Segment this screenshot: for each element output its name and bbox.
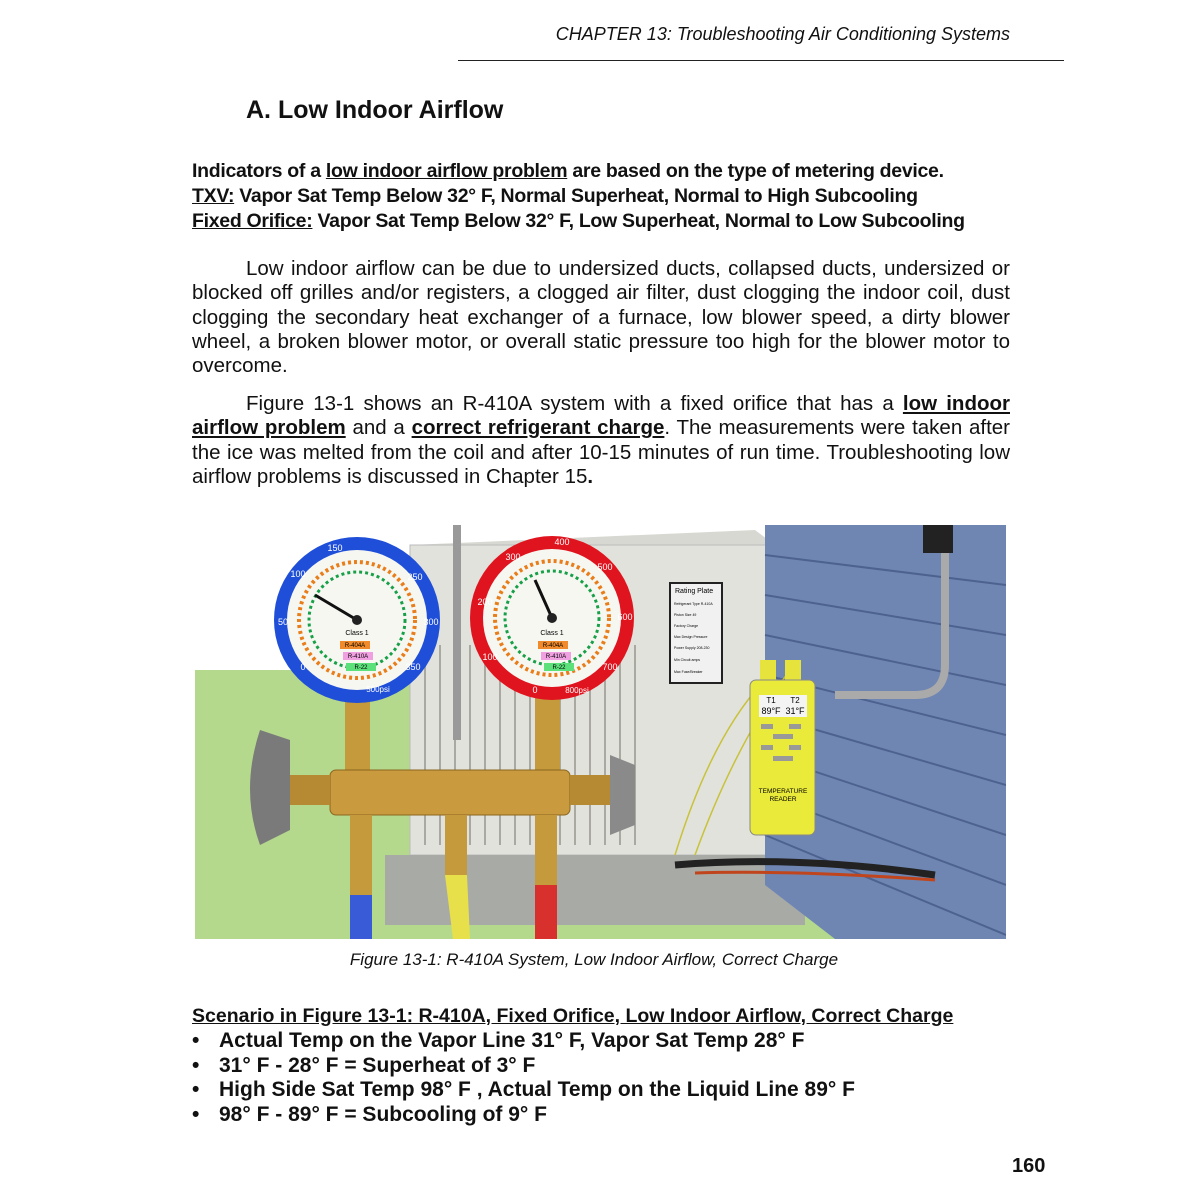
t1-value: 89°F [761, 706, 781, 716]
gauge-tick: 600 [617, 612, 633, 622]
rating-plate-line: Piston Size 49 [674, 613, 697, 617]
rating-plate-line: Power Supply 208-230 [674, 646, 710, 650]
refrigerant-label: R-410A [545, 654, 567, 660]
indicators-intro [192, 159, 1012, 184]
section-title: A. Low Indoor Airflow [246, 96, 504, 124]
rating-plate-line: Factory Charge [674, 624, 699, 628]
list-item: • Actual Temp on the Vapor Line 31° F, Vapor Sat Temp 28° F [192, 1029, 855, 1054]
gauge-class-label: Class 1 [345, 630, 369, 637]
gauge-tick: 150 [327, 543, 343, 553]
list-item: • 98° F - 89° F = Subcooling of 9° F [192, 1103, 855, 1128]
rating-plate-title: Rating Plate [675, 588, 714, 595]
high-side-gauge [470, 536, 634, 700]
paragraph-figure-intro [192, 392, 1010, 489]
p2-period: . [587, 464, 594, 488]
indicators-block [192, 159, 1012, 234]
t2-label: T2 [790, 696, 800, 705]
refrigerant-label: R-404A [344, 643, 366, 649]
rating-plate-line: Max Fuse/Breaker [674, 670, 703, 674]
reader-label: READER [769, 796, 797, 803]
refrigerant-label: R-22 [354, 665, 368, 671]
indicator-fixed-orifice [192, 209, 1012, 234]
t1-label: T1 [766, 696, 776, 705]
fixed-orifice-label: Fixed Orifice: [192, 210, 313, 232]
p2-text: Figure 13-1 shows an R-410A system with a fixed orifice that has a [246, 392, 903, 415]
list-item: • 31° F - 28° F = Superheat of 3° F [192, 1054, 855, 1079]
p2-emphasis-airflow: low indoor airflow problem [192, 392, 1010, 440]
gauge-tick: 0 [300, 662, 306, 672]
intro-underlined: low indoor airflow problem [325, 160, 568, 182]
paragraph-causes-text: Low indoor airflow can be due to undersized ducts, collapsed ducts, undersized or blocked off grilles and/or registers, a clogged air filter, dust clogging the indoor coil, dust clogging the secondary heat exchanger of a furnace, low blower speed, a dirty blower wheel, a broken blower motor, or overall static pressure too high for the blower motor to overcome. [192, 257, 1010, 378]
gauge-tick: 200 [477, 597, 493, 607]
p2-text: . The measurements were taken after the ice was melted from the coil and after 10-15 minutes of run time. Troubleshooting low airflow problems is discussed in Chapter 15 [192, 416, 1010, 488]
rating-plate-line: Max Design Pressure [674, 635, 708, 639]
gauge-tick: 700 [602, 662, 618, 672]
figure-caption: Figure 13-1: R-410A System, Low Indoor Airflow, Correct Charge [349, 950, 839, 969]
gauge-tick: 300 [505, 552, 521, 562]
rating-plate [670, 583, 722, 683]
p2-text: and a [345, 416, 412, 440]
gauge-tick: 0 [532, 685, 538, 695]
intro-text-end: are based on the type of metering device. [567, 160, 944, 182]
low-side-gauge [274, 537, 440, 703]
rating-plate-line: Refrigerant Type R-410A [674, 602, 713, 606]
gauge-tick: 100 [482, 652, 498, 662]
txv-text: Vapor Sat Temp Below 32° F, Normal Superheat, Normal to High Subcooling [234, 185, 918, 207]
running-head: CHAPTER 13: Troubleshooting Air Conditioning Systems [555, 24, 1010, 44]
gauge-tick: 400 [554, 537, 570, 547]
list-item: • High Side Sat Temp 98° F , Actual Temp on the Liquid Line 89° F [192, 1078, 855, 1103]
fixed-orifice-text: Vapor Sat Temp Below 32° F, Low Superheat, Normal to Low Subcooling [312, 210, 965, 232]
refrigerant-label: R-22 [552, 665, 566, 671]
scenario-list [192, 1029, 855, 1127]
gauge-max: 500psi [366, 685, 390, 694]
refrigerant-label: R-404A [542, 643, 564, 649]
indicator-txv [192, 184, 1012, 209]
t2-value: 31°F [785, 706, 805, 716]
paragraph-causes [192, 257, 1010, 378]
temperature-reader [750, 660, 815, 835]
page-number: 160 [1012, 1155, 1046, 1177]
reader-label: TEMPERATURE [758, 788, 808, 795]
scenario-heading: Scenario in Figure 13-1: R-410A, Fixed Orifice, Low Indoor Airflow, Correct Charge [192, 1005, 954, 1027]
header-rule [458, 60, 1064, 61]
gauge-tick: 300 [423, 617, 439, 627]
p2-emphasis-charge: correct refrigerant charge [411, 416, 665, 440]
intro-text: Indicators of a [192, 160, 326, 182]
gauge-tick: 250 [407, 572, 423, 582]
rating-plate-line: Min Circuit amps [674, 658, 701, 662]
txv-label: TXV: [192, 185, 235, 207]
refrigerant-label: R-410A [347, 654, 369, 660]
gauge-tick: 100 [290, 569, 306, 579]
figure-illustration [195, 525, 1006, 939]
gauge-tick: 500 [597, 562, 613, 572]
gauge-max: 800psi [565, 686, 589, 695]
gauge-tick: 50 [277, 617, 289, 627]
gauge-class-label: Class 1 [540, 630, 564, 637]
gauge-tick: 350 [405, 662, 421, 672]
